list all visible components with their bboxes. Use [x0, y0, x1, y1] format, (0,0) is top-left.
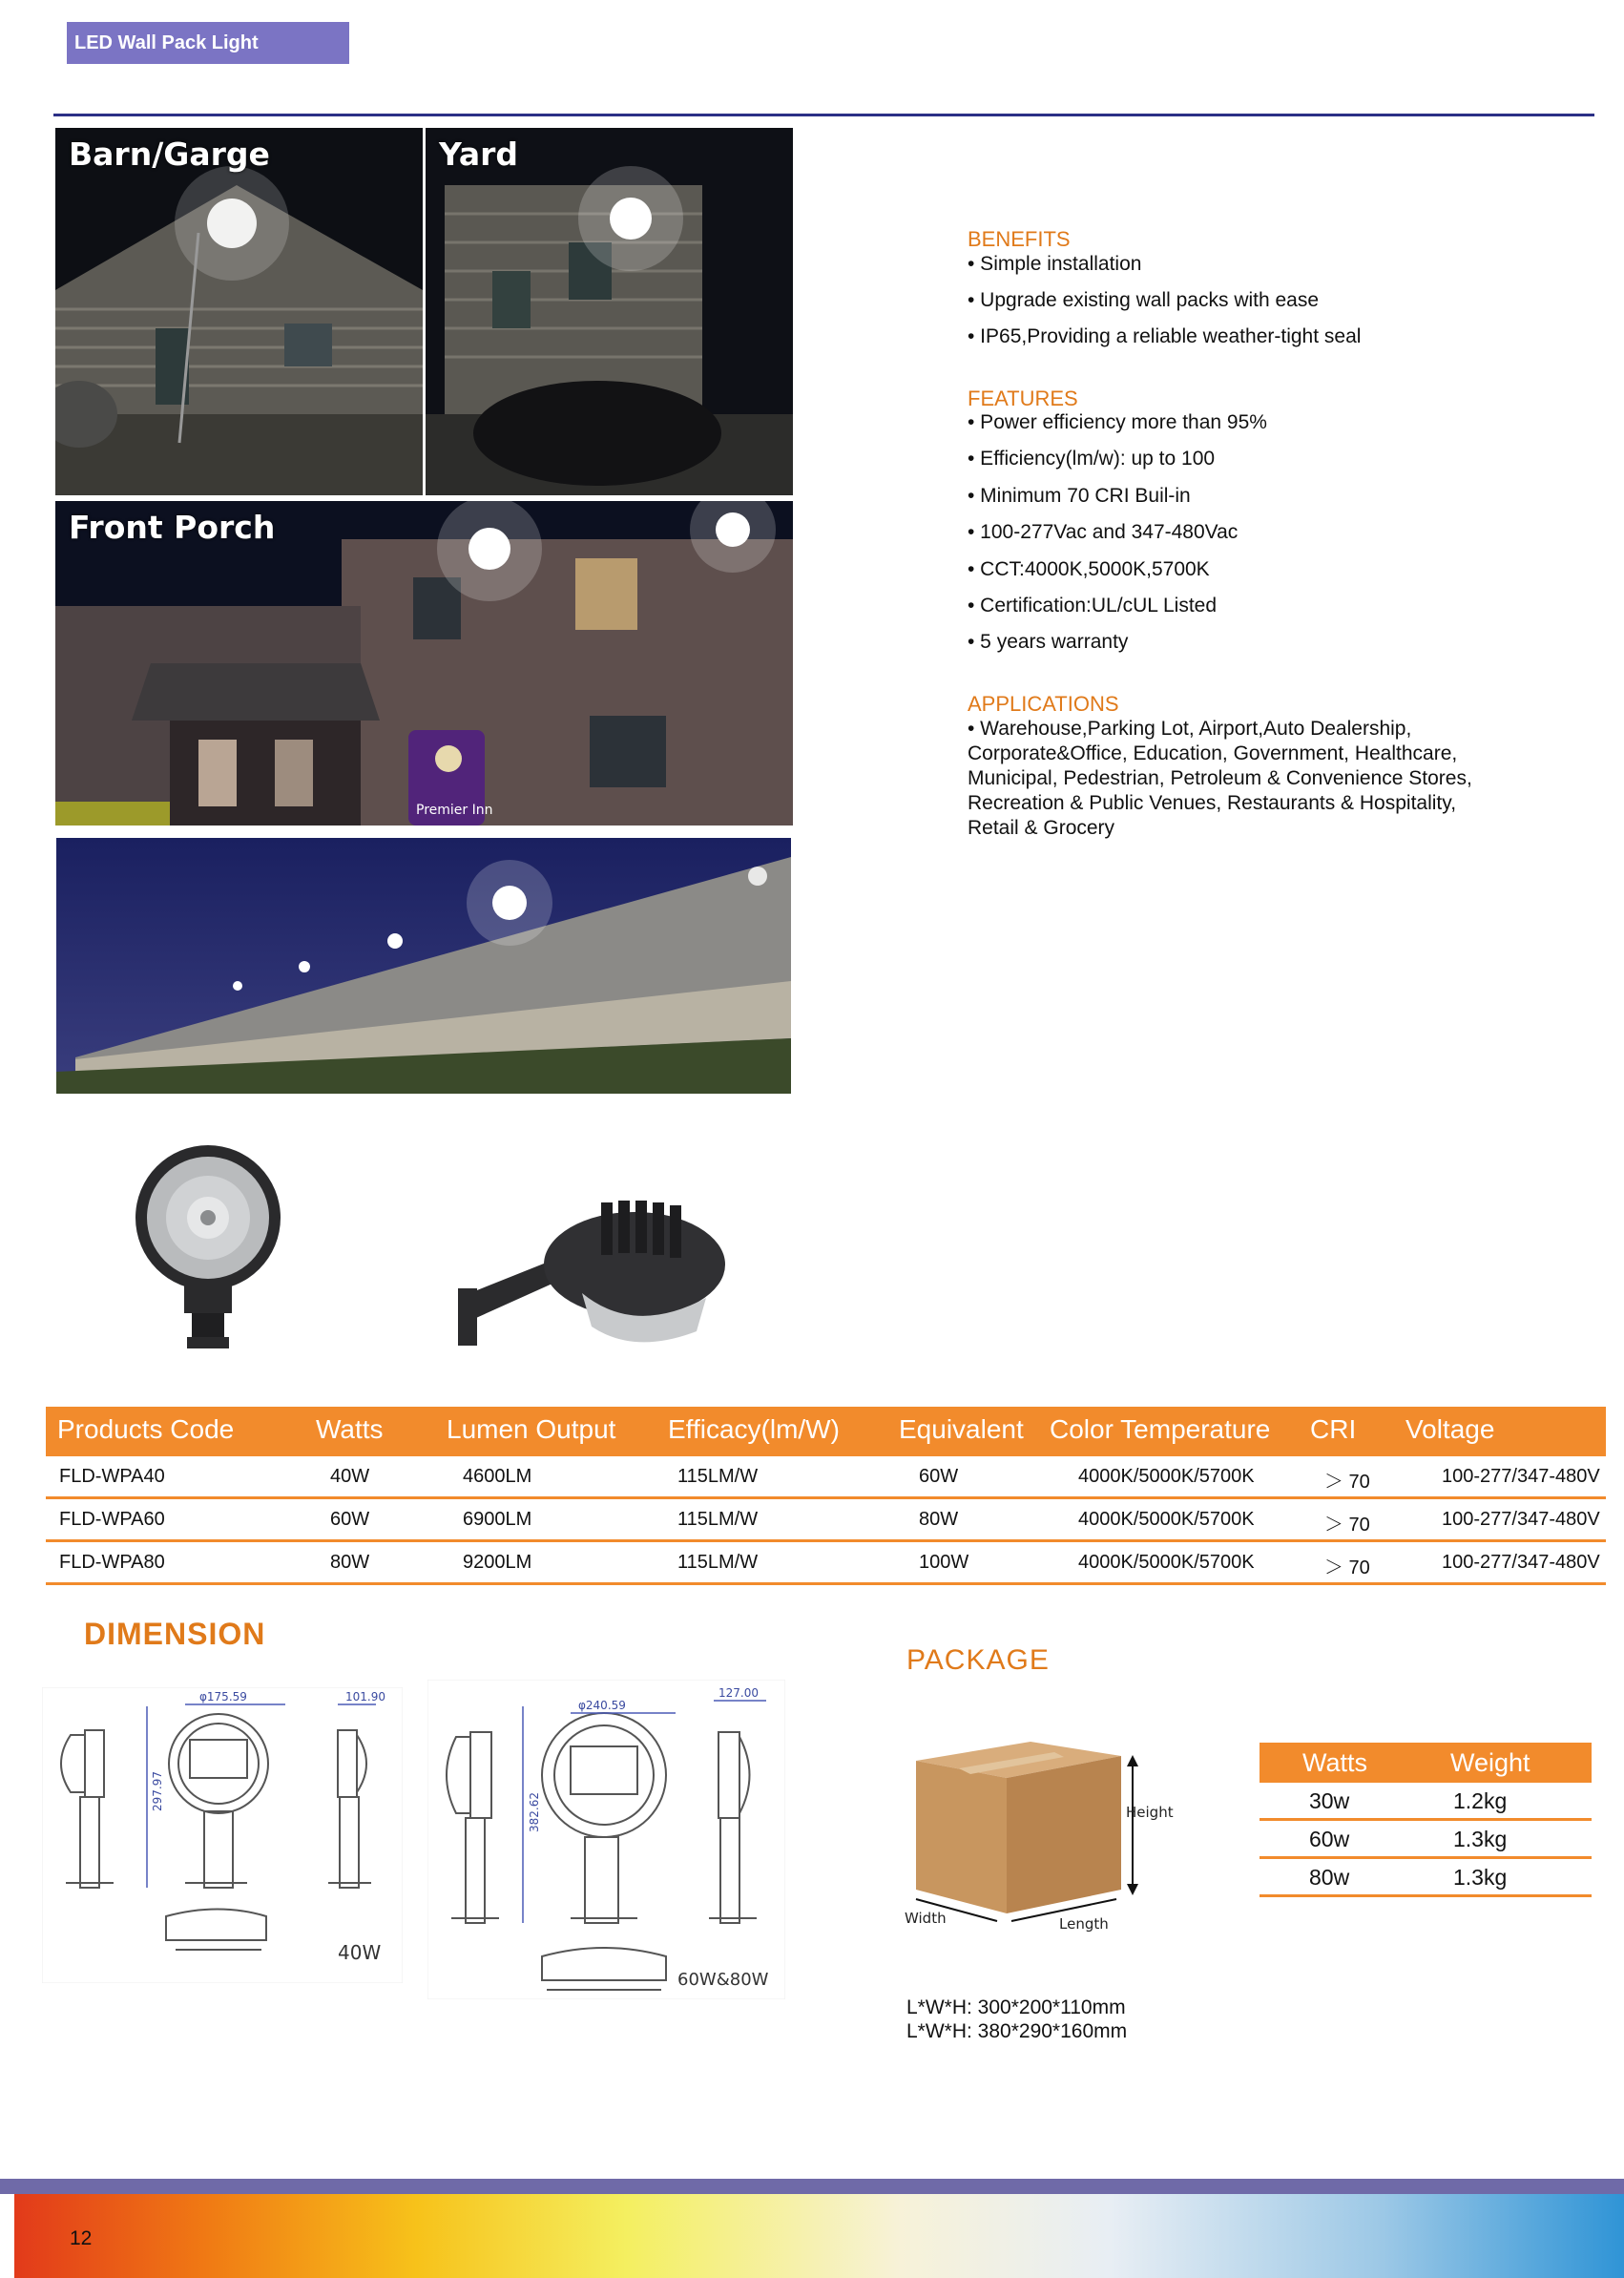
- photo-label-porch: Front Porch: [69, 509, 276, 546]
- features-title: FEATURES: [968, 387, 1078, 410]
- dimension-drawing-60w: [427, 1680, 785, 1999]
- benefit-item: • IP65,Providing a reliable weather-tight seal: [968, 325, 1362, 347]
- feature-item: • Certification:UL/cUL Listed: [968, 595, 1218, 617]
- col-voltage: Voltage: [1405, 1414, 1495, 1444]
- applications-line: Municipal, Pedestrian, Petroleum & Convenience Stores,: [968, 767, 1472, 789]
- product-front-image: [132, 1141, 284, 1356]
- col-lumen: Lumen Output: [447, 1414, 616, 1444]
- cell-weight: 1.3kg: [1453, 1865, 1508, 1890]
- benefit-item: • Simple installation: [968, 253, 1142, 275]
- dimension-title: DIMENSION: [84, 1617, 266, 1651]
- cell-efficacy: 115LM/W: [677, 1509, 759, 1530]
- package-dims-line: L*W*H: 300*200*110mm: [906, 1996, 1126, 2018]
- cell-voltage: 100-277/347-480V: [1442, 1509, 1600, 1530]
- sign-text: Premier Inn: [416, 803, 493, 818]
- cell-weight-watts: 30w: [1309, 1788, 1350, 1813]
- cell-weight-watts: 80w: [1309, 1865, 1350, 1890]
- box-length-label: Length: [1059, 1915, 1109, 1933]
- cell-cri: ＞ 70: [1324, 1515, 1370, 1536]
- photo-yard: [426, 128, 793, 495]
- applications-line: • Warehouse,Parking Lot, Airport,Auto Dealership,: [968, 718, 1412, 740]
- cell-code: FLD-WPA80: [59, 1552, 165, 1573]
- cell-color-temp: 4000K/5000K/5700K: [1078, 1509, 1255, 1530]
- table-row: [1260, 1821, 1592, 1859]
- table-row: [1260, 1783, 1592, 1821]
- weight-table: [1260, 1743, 1592, 1897]
- benefit-item: • Upgrade existing wall packs with ease: [968, 289, 1320, 311]
- col-cri: CRI: [1310, 1414, 1357, 1444]
- cell-voltage: 100-277/347-480V: [1442, 1552, 1600, 1573]
- applications-title: APPLICATIONS: [968, 692, 1119, 716]
- cell-watts: 40W: [330, 1466, 370, 1487]
- cell-equivalent: 80W: [919, 1509, 959, 1530]
- col-color-temp: Color Temperature: [1050, 1414, 1271, 1444]
- cell-color-temp: 4000K/5000K/5700K: [1078, 1466, 1255, 1487]
- feature-item: • Power efficiency more than 95%: [968, 411, 1267, 433]
- cell-efficacy: 115LM/W: [677, 1552, 759, 1573]
- weight-table-header: [1260, 1743, 1592, 1783]
- cell-weight: 1.3kg: [1453, 1827, 1508, 1851]
- photo-label-barn: Barn/Garge: [69, 136, 270, 173]
- feature-item: • 100-277Vac and 347-480Vac: [968, 521, 1239, 543]
- feature-item: • 5 years warranty: [968, 631, 1129, 653]
- feature-item: • CCT:4000K,5000K,5700K: [968, 558, 1210, 580]
- dim-40-depth: 101.90: [345, 1690, 385, 1703]
- header-divider: [53, 114, 1594, 116]
- table-row: [46, 1456, 1606, 1499]
- col-products-code: Products Code: [57, 1414, 235, 1444]
- dim-60-diameter: φ240.59: [578, 1699, 626, 1712]
- page-number: 12: [70, 2227, 93, 2249]
- benefits-title: BENEFITS: [968, 227, 1071, 251]
- col-efficacy: Efficacy(lm/W): [668, 1414, 840, 1444]
- dim-40-diameter: φ175.59: [199, 1690, 247, 1703]
- cell-watts: 60W: [330, 1509, 370, 1530]
- cell-cri: ＞ 70: [1324, 1557, 1370, 1578]
- feature-item: • Minimum 70 CRI Buil-in: [968, 485, 1191, 507]
- dim-60-label: 60W&80W: [677, 1970, 769, 1990]
- dim-40-label: 40W: [338, 1941, 382, 1964]
- photo-label-yard: Yard: [439, 136, 519, 173]
- cell-weight: 1.2kg: [1453, 1788, 1508, 1813]
- col-weight: Weight: [1450, 1748, 1530, 1777]
- cell-lumen: 9200LM: [463, 1552, 532, 1573]
- cell-code: FLD-WPA40: [59, 1466, 165, 1487]
- cell-efficacy: 115LM/W: [677, 1466, 759, 1487]
- dimension-drawing-40w: [42, 1687, 403, 1983]
- package-box-image: [902, 1732, 1188, 1937]
- spec-table-header: [46, 1407, 1606, 1456]
- cell-equivalent: 100W: [919, 1552, 969, 1573]
- table-row: [46, 1499, 1606, 1542]
- spec-table: [46, 1407, 1606, 1585]
- cell-lumen: 4600LM: [463, 1466, 532, 1487]
- cell-lumen: 6900LM: [463, 1509, 532, 1530]
- applications-line: Retail & Grocery: [968, 817, 1115, 839]
- photo-front-porch: [55, 501, 793, 826]
- col-weight-watts: Watts: [1302, 1748, 1368, 1777]
- cell-equivalent: 60W: [919, 1466, 959, 1487]
- footer-gradient: [14, 2194, 1624, 2278]
- photo-barn: [55, 128, 423, 495]
- footer-bar: [0, 2179, 1624, 2194]
- package-dims-line: L*W*H: 380*290*160mm: [906, 2020, 1128, 2042]
- applications-line: Recreation & Public Venues, Restaurants & Hospitality,: [968, 792, 1457, 814]
- box-height-label: Height: [1126, 1804, 1174, 1821]
- product-side-image: [458, 1198, 744, 1355]
- feature-item: • Efficiency(lm/w): up to 100: [968, 448, 1216, 470]
- cell-code: FLD-WPA60: [59, 1509, 165, 1530]
- cell-voltage: 100-277/347-480V: [1442, 1466, 1600, 1487]
- package-title: PACKAGE: [906, 1644, 1050, 1676]
- table-row: [46, 1542, 1606, 1585]
- table-row: [1260, 1859, 1592, 1897]
- header-tag: LED Wall Pack Light: [67, 22, 349, 64]
- cell-watts: 80W: [330, 1552, 370, 1573]
- dim-60-height: 382.62: [528, 1792, 541, 1832]
- cell-cri: ＞ 70: [1324, 1472, 1370, 1493]
- dim-40-height: 297.97: [151, 1771, 164, 1811]
- cell-weight-watts: 60w: [1309, 1827, 1350, 1851]
- applications-line: Corporate&Office, Education, Government, Healthcare,: [968, 742, 1458, 764]
- applications-text: [968, 717, 1521, 841]
- cell-color-temp: 4000K/5000K/5700K: [1078, 1552, 1255, 1573]
- col-equivalent: Equivalent: [899, 1414, 1024, 1444]
- photo-warehouse: [56, 838, 791, 1094]
- col-watts: Watts: [316, 1414, 384, 1444]
- dim-60-depth: 127.00: [718, 1686, 759, 1700]
- box-width-label: Width: [905, 1910, 947, 1927]
